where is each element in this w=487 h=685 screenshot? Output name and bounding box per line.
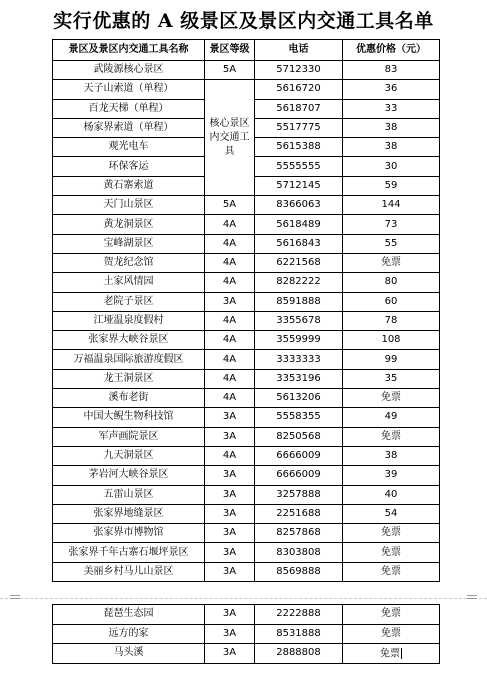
scenic-grade: 4A bbox=[205, 273, 255, 292]
scenic-name: 军声画院景区 bbox=[53, 427, 205, 446]
scenic-name: 茅岩河大峡谷景区 bbox=[53, 466, 205, 485]
scenic-name: 五雷山景区 bbox=[53, 485, 205, 504]
scenic-name: 贺龙纪念馆 bbox=[53, 253, 205, 272]
scenic-phone: 8257868 bbox=[255, 524, 343, 543]
page-break-line bbox=[0, 598, 487, 599]
table-row bbox=[53, 273, 440, 292]
table-row bbox=[53, 311, 440, 330]
scenic-price: 免票 bbox=[343, 524, 440, 543]
table-row bbox=[53, 292, 440, 311]
scenic-grade: 3A bbox=[205, 562, 255, 581]
table-row bbox=[53, 446, 440, 465]
scenic-phone: 5618707 bbox=[255, 99, 343, 118]
table-row bbox=[53, 350, 440, 369]
scenic-price: 54 bbox=[343, 504, 440, 523]
scenic-price: 49 bbox=[343, 408, 440, 427]
scenic-phone: 5558355 bbox=[255, 408, 343, 427]
scenic-grade: 4A bbox=[205, 331, 255, 350]
table-row bbox=[53, 485, 440, 504]
scenic-price: 144 bbox=[343, 196, 440, 215]
scenic-grade: 3A bbox=[205, 485, 255, 504]
scenic-name: 龙王洞景区 bbox=[53, 369, 205, 388]
table-row bbox=[53, 624, 440, 644]
scenic-name: 黄石寨索道 bbox=[53, 176, 205, 195]
scenic-phone: 2888808 bbox=[255, 644, 343, 664]
text-cursor bbox=[401, 648, 402, 659]
header-grade: 景区等级 bbox=[205, 40, 255, 61]
table-row bbox=[53, 408, 440, 427]
scenic-price: 30 bbox=[343, 157, 440, 176]
scenic-price: 99 bbox=[343, 350, 440, 369]
scenic-table-body bbox=[53, 40, 440, 582]
table-header-row bbox=[53, 40, 440, 61]
scenic-grade: 4A bbox=[205, 234, 255, 253]
scenic-phone: 6221568 bbox=[255, 253, 343, 272]
scenic-price: 33 bbox=[343, 99, 440, 118]
scenic-phone: 3257888 bbox=[255, 485, 343, 504]
scenic-grade: 5A bbox=[205, 196, 255, 215]
scenic-phone: 5712145 bbox=[255, 176, 343, 195]
scenic-phone: 8569888 bbox=[255, 562, 343, 581]
scenic-price: 38 bbox=[343, 118, 440, 137]
scenic-price-text: 免票 bbox=[381, 608, 401, 620]
scenic-price: 39 bbox=[343, 466, 440, 485]
scenic-phone: 5618489 bbox=[255, 215, 343, 234]
scenic-phone: 5616843 bbox=[255, 234, 343, 253]
scenic-price: 40 bbox=[343, 485, 440, 504]
header-price: 优惠价格（元） bbox=[343, 40, 440, 61]
scenic-phone: 5615388 bbox=[255, 138, 343, 157]
table-row bbox=[53, 466, 440, 485]
scenic-price: 35 bbox=[343, 369, 440, 388]
scenic-grade: 3A bbox=[205, 605, 255, 625]
table-row bbox=[53, 369, 440, 388]
scenic-price: 38 bbox=[343, 138, 440, 157]
table-row bbox=[53, 605, 440, 625]
scenic-name: 中国大鲵生物科技馆 bbox=[53, 408, 205, 427]
scenic-name: 张家界地缝景区 bbox=[53, 504, 205, 523]
scenic-name: 张家界千年古寨石堰坪景区 bbox=[53, 543, 205, 562]
scenic-grade: 4A bbox=[205, 350, 255, 369]
scenic-name: 张家界市博物馆 bbox=[53, 524, 205, 543]
scenic-price: 55 bbox=[343, 234, 440, 253]
scenic-phone: 8250568 bbox=[255, 427, 343, 446]
scenic-price: 80 bbox=[343, 273, 440, 292]
scenic-price: 38 bbox=[343, 446, 440, 465]
scenic-phone: 3333333 bbox=[255, 350, 343, 369]
scenic-phone: 6666009 bbox=[255, 446, 343, 465]
scenic-phone: 5555555 bbox=[255, 157, 343, 176]
scenic-table-page2 bbox=[52, 604, 440, 664]
scenic-name: 武陵源核心景区 bbox=[53, 61, 205, 80]
scenic-phone: 8366063 bbox=[255, 196, 343, 215]
table-row bbox=[53, 504, 440, 523]
scenic-name: 万福温泉国际旅游度假区 bbox=[53, 350, 205, 369]
scenic-phone: 6666009 bbox=[255, 466, 343, 485]
scenic-price: 免票 bbox=[343, 427, 440, 446]
scenic-phone: 8282222 bbox=[255, 273, 343, 292]
scenic-grade: 3A bbox=[205, 524, 255, 543]
scenic-name: 江垭温泉度假村 bbox=[53, 311, 205, 330]
table-row bbox=[53, 389, 440, 408]
scenic-grade: 3A bbox=[205, 644, 255, 664]
scenic-grade: 3A bbox=[205, 292, 255, 311]
scenic-price-text: 免票 bbox=[381, 627, 401, 639]
scenic-grade: 3A bbox=[205, 466, 255, 485]
scenic-grade: 4A bbox=[205, 389, 255, 408]
scenic-price bbox=[343, 624, 440, 644]
scenic-table-body-2 bbox=[53, 605, 440, 664]
scenic-phone: 8591888 bbox=[255, 292, 343, 311]
scenic-name: 九天洞景区 bbox=[53, 446, 205, 465]
scenic-price: 免票 bbox=[343, 253, 440, 272]
scenic-phone: 5712330 bbox=[255, 61, 343, 80]
scenic-grade: 4A bbox=[205, 446, 255, 465]
scenic-phone: 2222888 bbox=[255, 605, 343, 625]
scenic-name: 观光电车 bbox=[53, 138, 205, 157]
scenic-name: 张家界大峡谷景区 bbox=[53, 331, 205, 350]
scenic-name: 马头溪 bbox=[53, 644, 205, 664]
scenic-name: 远方的家 bbox=[53, 624, 205, 644]
scenic-grade: 4A bbox=[205, 253, 255, 272]
scenic-name: 天子山索道（单程） bbox=[53, 80, 205, 99]
scenic-price: 免票 bbox=[343, 543, 440, 562]
scenic-grade: 4A bbox=[205, 369, 255, 388]
scenic-price: 83 bbox=[343, 61, 440, 80]
scenic-phone: 5616720 bbox=[255, 80, 343, 99]
page-title: 实行优惠的 A 级景区及景区内交通工具名单 bbox=[53, 10, 434, 32]
scenic-price: 免票 bbox=[343, 389, 440, 408]
table-row bbox=[53, 196, 440, 215]
table-row bbox=[53, 644, 440, 664]
header-phone: 电话 bbox=[255, 40, 343, 61]
scenic-name: 溪布老街 bbox=[53, 389, 205, 408]
scenic-grade: 3A bbox=[205, 624, 255, 644]
scenic-name: 宝峰湖景区 bbox=[53, 234, 205, 253]
scenic-price: 108 bbox=[343, 331, 440, 350]
scenic-grade: 4A bbox=[205, 311, 255, 330]
scenic-name: 琵琶生态园 bbox=[53, 605, 205, 625]
scenic-price: 免票 bbox=[343, 562, 440, 581]
table-row bbox=[53, 427, 440, 446]
table-row bbox=[53, 524, 440, 543]
scenic-name: 百龙天梯（单程） bbox=[53, 99, 205, 118]
scenic-grade: 3A bbox=[205, 504, 255, 523]
scenic-phone: 8531888 bbox=[255, 624, 343, 644]
table-row bbox=[53, 253, 440, 272]
table-row bbox=[53, 215, 440, 234]
scenic-price: 73 bbox=[343, 215, 440, 234]
scenic-grade: 3A bbox=[205, 408, 255, 427]
scenic-grade: 5A bbox=[205, 61, 255, 80]
page-break-marker-left bbox=[10, 595, 20, 601]
table-row bbox=[53, 562, 440, 581]
scenic-phone: 3353196 bbox=[255, 369, 343, 388]
scenic-phone: 3559999 bbox=[255, 331, 343, 350]
scenic-name: 杨家界索道（单程） bbox=[53, 118, 205, 137]
scenic-phone: 3355678 bbox=[255, 311, 343, 330]
merged-grade-cell: 核心景区内交通工具 bbox=[205, 80, 255, 196]
scenic-name: 美丽乡村马儿山景区 bbox=[53, 562, 205, 581]
scenic-price bbox=[343, 605, 440, 625]
scenic-table-page1 bbox=[52, 39, 440, 582]
scenic-name: 老院子景区 bbox=[53, 292, 205, 311]
scenic-price: 36 bbox=[343, 80, 440, 99]
scenic-price bbox=[343, 644, 440, 664]
scenic-name: 天门山景区 bbox=[53, 196, 205, 215]
page-break-marker-right bbox=[467, 595, 477, 601]
scenic-price: 59 bbox=[343, 176, 440, 195]
scenic-name: 黄龙洞景区 bbox=[53, 215, 205, 234]
scenic-grade: 4A bbox=[205, 215, 255, 234]
scenic-name: 环保客运 bbox=[53, 157, 205, 176]
scenic-price: 78 bbox=[343, 311, 440, 330]
scenic-grade: 3A bbox=[205, 543, 255, 562]
scenic-price-text: 免票 bbox=[380, 648, 400, 659]
table-row bbox=[53, 331, 440, 350]
scenic-price: 60 bbox=[343, 292, 440, 311]
scenic-name: 土家风情园 bbox=[53, 273, 205, 292]
scenic-phone: 5613206 bbox=[255, 389, 343, 408]
table-row bbox=[53, 80, 440, 99]
scenic-grade: 3A bbox=[205, 427, 255, 446]
table-row bbox=[53, 61, 440, 80]
scenic-phone: 8303808 bbox=[255, 543, 343, 562]
header-name: 景区及景区内交通工具名称 bbox=[53, 40, 205, 61]
scenic-phone: 5517775 bbox=[255, 118, 343, 137]
table-row bbox=[53, 543, 440, 562]
scenic-phone: 2251688 bbox=[255, 504, 343, 523]
table-row bbox=[53, 234, 440, 253]
